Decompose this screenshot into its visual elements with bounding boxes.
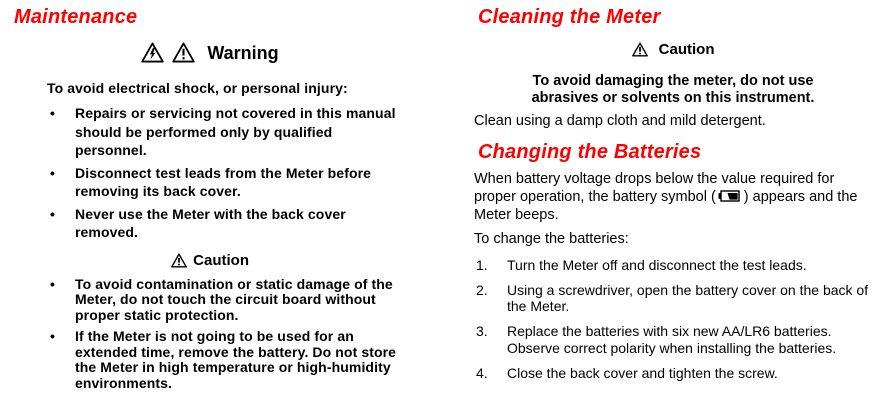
- caution-triangle-icon: [632, 44, 652, 61]
- list-item: [47, 205, 406, 242]
- warning-bullet-list: [47, 104, 406, 242]
- list-item: [474, 282, 872, 315]
- right-column: [474, 6, 872, 390]
- list-item: [474, 365, 872, 382]
- bullet-text: Never use the Meter with the back cover removed.: [75, 205, 346, 240]
- bullet-text: To avoid contamination or static damage of the Meter, do not touch the circuit board without proper static protection.: [75, 275, 393, 323]
- caution-body: [47, 277, 406, 392]
- bullet-marker: •: [50, 275, 56, 292]
- section-title-batteries: Changing the Batteries: [478, 141, 702, 163]
- cleaning-instruction: Clean using a damp cloth and mild detergent.: [474, 113, 766, 129]
- caution-label: Caution: [658, 41, 715, 58]
- bullet-text: If the Meter is not going to be used for an extended time, remove the battery. Do not store the Meter in high temperature or high-humidity environments.: [75, 328, 397, 391]
- left-column: [14, 6, 406, 397]
- battery-text-before: When battery voltage drops below the value required for proper operation, the battery symbol (: [474, 171, 835, 205]
- list-item: [474, 257, 872, 274]
- low-battery-icon: [718, 190, 740, 208]
- high-voltage-warning-icon: [141, 47, 169, 67]
- caution-label: Caution: [193, 251, 249, 269]
- bullet-marker: •: [50, 105, 56, 121]
- step-number: 1.: [476, 256, 488, 273]
- caution-note: To avoid damaging the meter, do not use abrasives or solvents on this instrument.: [531, 73, 815, 106]
- step-text: Replace the batteries with six new AA/LR6 batteries. Observe correct polarity when installing the batteries.: [507, 323, 837, 356]
- step-number: 2.: [476, 281, 488, 298]
- list-item: [474, 323, 872, 356]
- step-text: Using a screwdriver, open the battery cover on the back of the Meter.: [507, 281, 869, 314]
- steps-lead: To change the batteries:: [474, 230, 629, 247]
- list-item: [47, 164, 406, 201]
- bullet-marker: •: [50, 205, 56, 222]
- list-item: [47, 277, 406, 324]
- warning-label: Warning: [207, 43, 279, 63]
- bullet-marker: •: [50, 164, 56, 181]
- step-text: Close the back cover and tighten the screw.: [507, 364, 778, 381]
- bullet-marker: •: [50, 328, 56, 344]
- list-item: [47, 104, 406, 160]
- battery-text-after: ) appears and the Meter beeps.: [474, 188, 858, 223]
- section-title-maintenance: Maintenance: [14, 6, 138, 28]
- battery-paragraph: [474, 171, 872, 225]
- warning-triangle-icon: [172, 47, 200, 67]
- battery-steps-list: [474, 257, 872, 382]
- warning-intro: To avoid electrical shock, or personal injury:: [47, 80, 348, 96]
- caution-bullet-list: [47, 277, 406, 392]
- bullet-text: Repairs or servicing not covered in this manual should be performed only by qualified personnel.: [75, 105, 396, 158]
- caution-header-right: [474, 41, 872, 61]
- step-number: 4.: [476, 364, 488, 381]
- step-number: 3.: [476, 323, 488, 339]
- bullet-text: Disconnect test leads from the Meter before removing its back cover.: [75, 164, 372, 199]
- warning-body: [47, 79, 406, 242]
- list-item: [47, 329, 406, 391]
- caution-triangle-icon: [171, 255, 191, 272]
- step-text: Turn the Meter off and disconnect the test leads.: [507, 256, 807, 273]
- caution-header-left: [14, 252, 406, 272]
- section-title-cleaning: Cleaning the Meter: [478, 6, 661, 28]
- warning-header: [14, 41, 406, 69]
